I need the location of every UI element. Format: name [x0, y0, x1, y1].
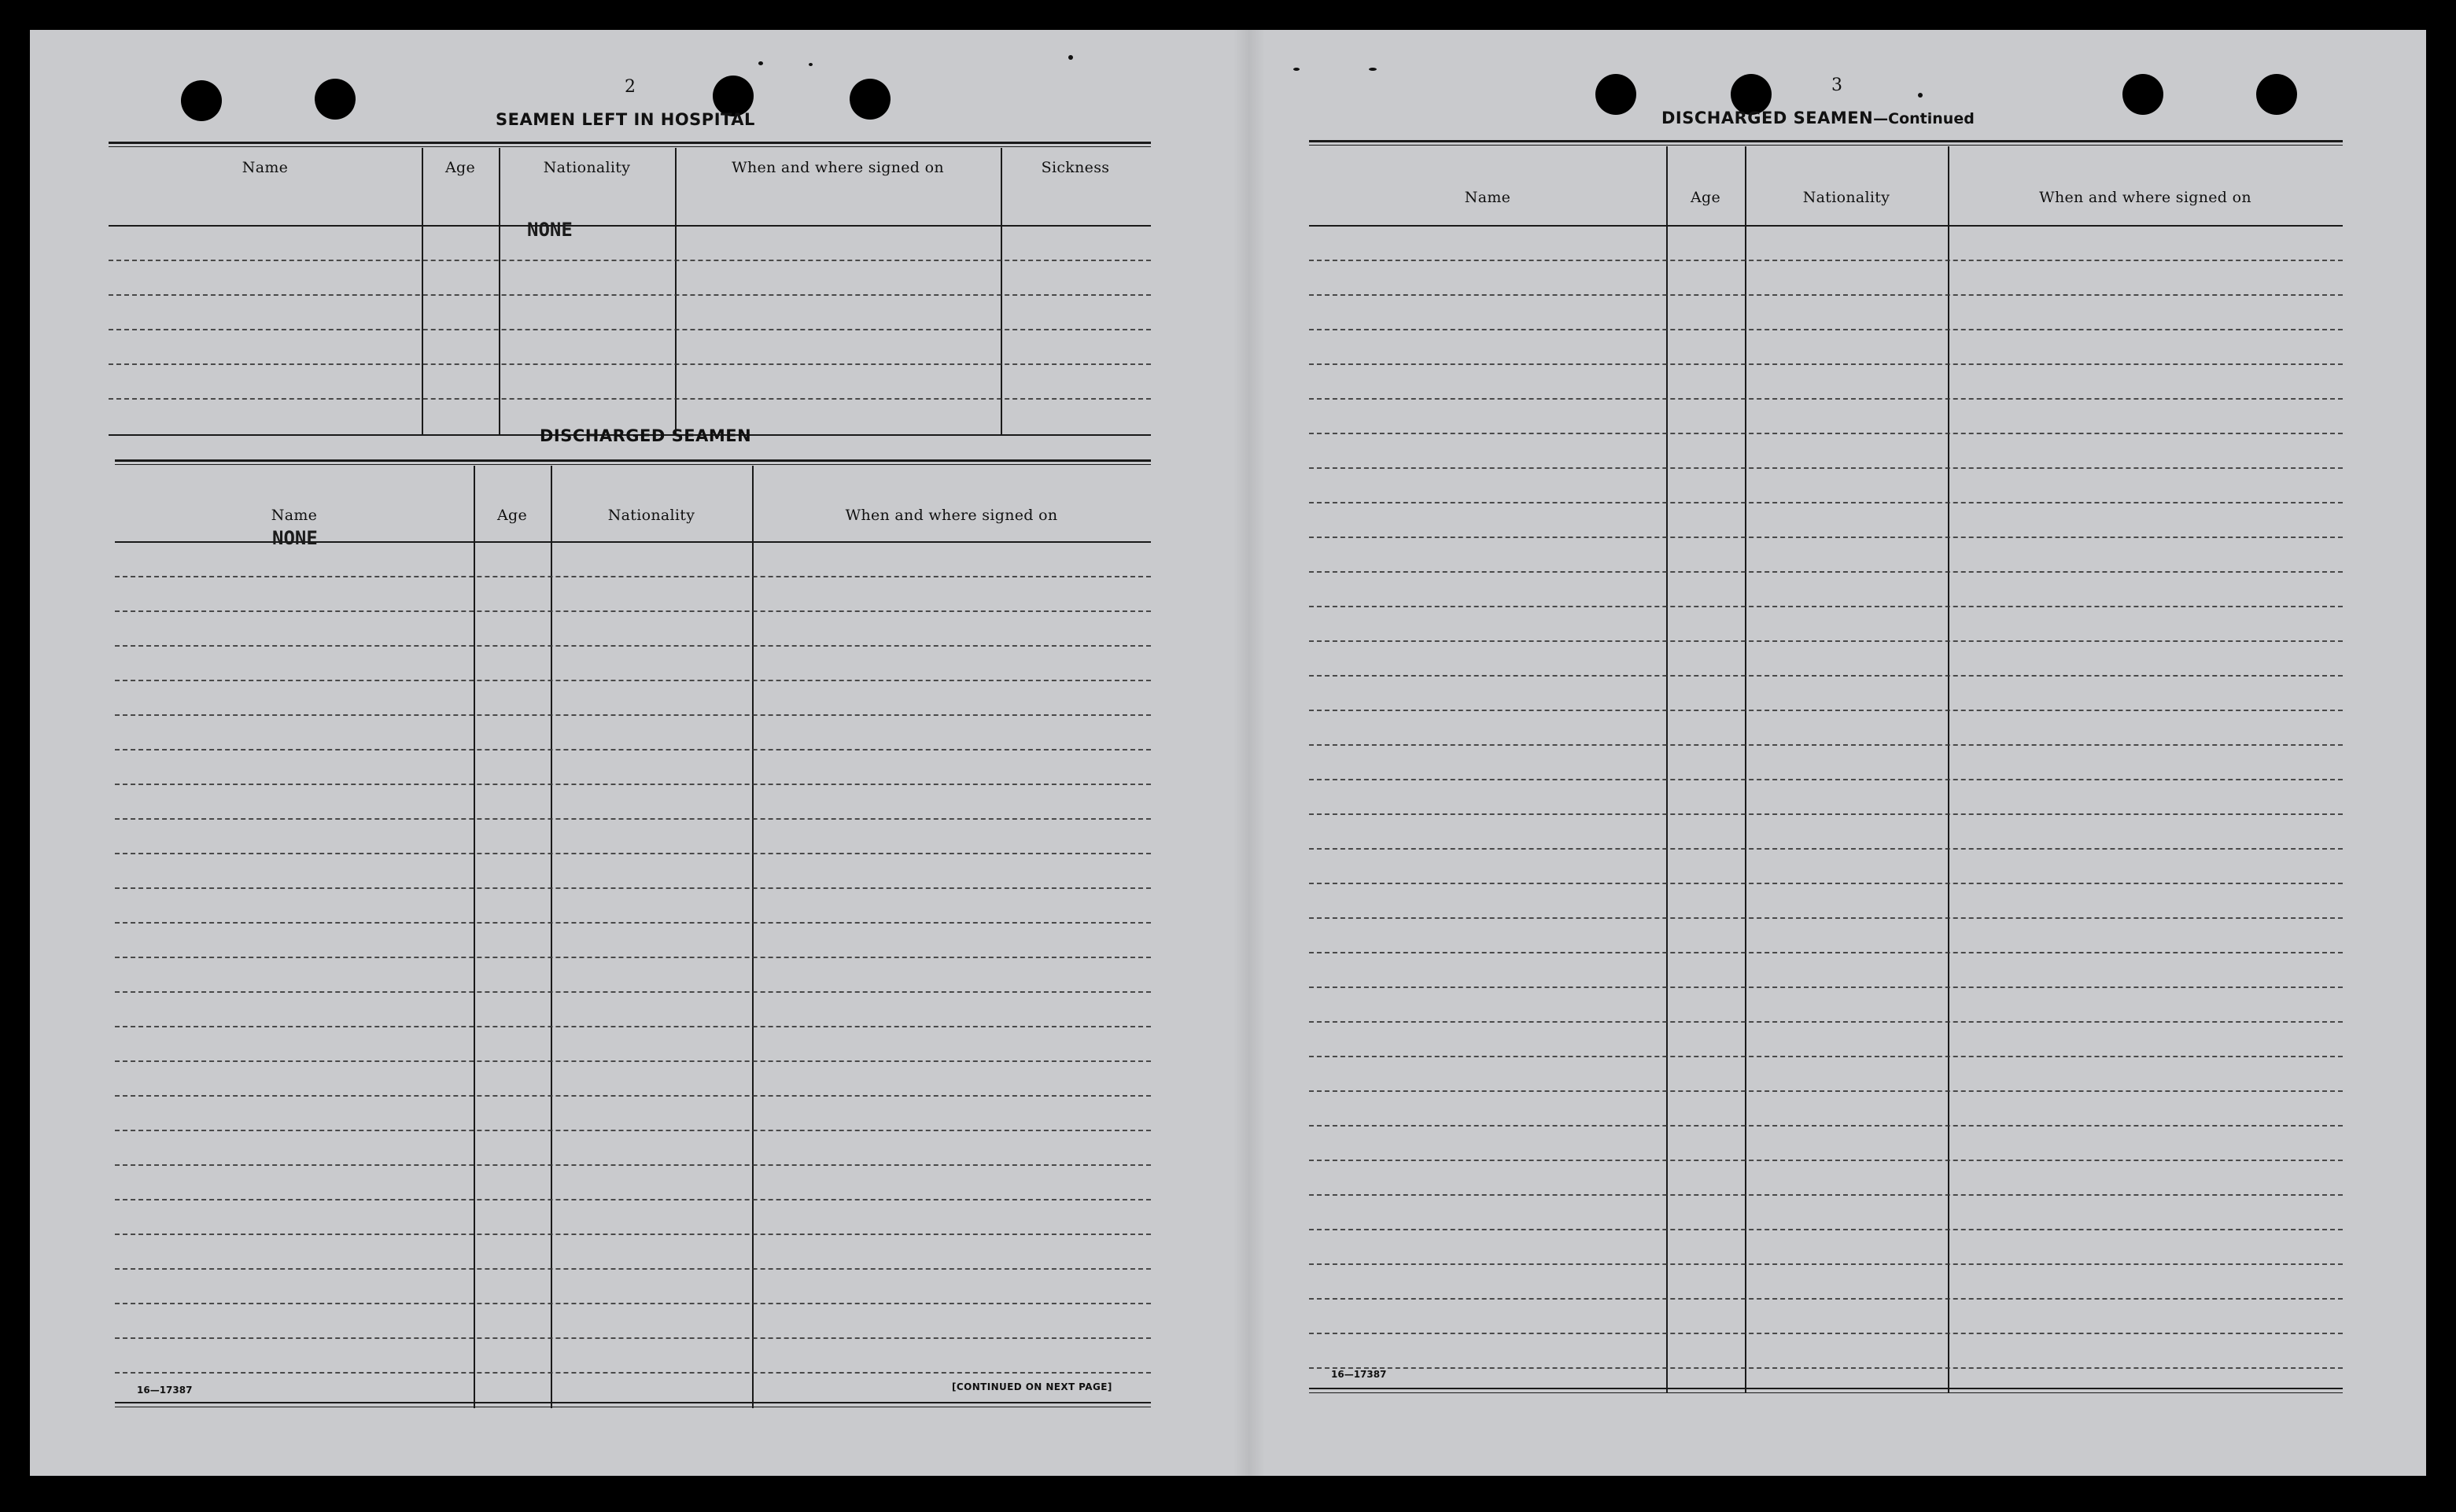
punch-hole: [315, 79, 356, 120]
table-row: [1309, 1229, 2343, 1230]
page-number-left: 2: [625, 77, 636, 97]
table-row: [115, 1026, 1151, 1027]
table-row: [115, 1199, 1151, 1200]
table-row: [1309, 1056, 2343, 1057]
table-row: [1309, 779, 2343, 780]
ink-speck: [758, 61, 763, 65]
punch-hole: [2256, 74, 2297, 115]
table-row: [109, 294, 1151, 296]
column-header-nationality: Nationality: [543, 159, 631, 176]
table-top-rule: [109, 142, 1151, 144]
table-row: [115, 1095, 1151, 1097]
form-number-left: 16—17387: [137, 1385, 193, 1396]
table-row: [1309, 467, 2343, 469]
table-row: [115, 853, 1151, 854]
table-row: [1309, 1194, 2343, 1196]
table-row: [115, 957, 1151, 958]
table-row: [1309, 571, 2343, 573]
column-header-age: Age: [444, 159, 476, 176]
table-row: [115, 1268, 1151, 1270]
table-row: [1309, 710, 2343, 711]
table-row: [115, 1164, 1151, 1166]
table-row: [1309, 294, 2343, 296]
table-row: [115, 1130, 1151, 1131]
table-row: [115, 887, 1151, 889]
column-header-name: Name: [271, 507, 318, 524]
punch-hole: [2122, 74, 2163, 115]
hospital-table: [109, 142, 1151, 436]
table-row: [109, 398, 1151, 400]
ink-speck: [1068, 55, 1073, 60]
table-top-rule: [1309, 145, 2343, 146]
discharged-continued-title-text: DISCHARGED SEAMEN: [1661, 109, 1874, 127]
discharged-section-title: DISCHARGED SEAMEN: [540, 426, 752, 445]
table-row: [1309, 813, 2343, 815]
table-row: [1309, 675, 2343, 677]
table-row: [115, 1337, 1151, 1339]
document-sheet: [30, 30, 2426, 1476]
table-top-rule: [109, 146, 1151, 147]
ink-speck: [1293, 68, 1300, 71]
header-underline: [115, 541, 1151, 543]
hospital-section-title: SEAMEN LEFT IN HOSPITAL: [496, 110, 755, 129]
table-row: [115, 610, 1151, 612]
discharged-table-right: [1309, 140, 2343, 1394]
table-row: [1309, 502, 2343, 503]
column-divider: [474, 466, 475, 1408]
form-number-right: 16—17387: [1331, 1369, 1387, 1380]
discharged-continued-title: [1661, 109, 1975, 127]
continued-suffix: —Continued: [1873, 110, 1975, 127]
column-divider: [551, 466, 552, 1408]
ink-speck: [809, 63, 813, 66]
table-row: [115, 680, 1151, 681]
table-row: [1309, 329, 2343, 330]
table-row: [1309, 606, 2343, 607]
column-header-signed-on: When and where signed on: [2039, 189, 2251, 206]
column-divider: [1001, 148, 1002, 436]
table-row: [115, 922, 1151, 924]
table-row: [1309, 1367, 2343, 1369]
table-row: [115, 991, 1151, 993]
table-row: [115, 818, 1151, 820]
column-header-signed-on: When and where signed on: [845, 507, 1058, 524]
table-row: [1309, 986, 2343, 988]
ink-speck: [1369, 68, 1377, 71]
table-row: [1309, 1160, 2343, 1161]
table-row: [109, 363, 1151, 365]
column-divider: [499, 148, 500, 436]
table-row: [109, 329, 1151, 330]
discharged-table-left: [115, 459, 1151, 1408]
table-row: [1309, 917, 2343, 919]
column-header-signed-on: When and where signed on: [732, 159, 944, 176]
table-row: [1309, 433, 2343, 434]
table-row: [1309, 1021, 2343, 1023]
column-header-name: Name: [242, 159, 289, 176]
table-row: [1309, 883, 2343, 884]
header-underline: [1309, 225, 2343, 227]
table-row: [1309, 848, 2343, 850]
table-row: [1309, 952, 2343, 953]
table-row: [115, 714, 1151, 716]
page-number-right: 3: [1831, 76, 1842, 95]
table-row: [115, 784, 1151, 785]
column-header-nationality: Nationality: [607, 507, 695, 524]
table-row: [1309, 537, 2343, 538]
header-underline: [109, 225, 1151, 227]
table-bottom-rule: [1309, 1392, 2343, 1393]
discharged-entry-stamp: NONE: [272, 527, 318, 549]
table-row: [1309, 363, 2343, 365]
column-header-age: Age: [496, 507, 528, 524]
table-row: [1309, 1333, 2343, 1334]
table-row: [115, 645, 1151, 647]
hospital-entry-stamp: NONE: [527, 219, 573, 241]
column-divider: [1948, 146, 1949, 1392]
punch-hole: [181, 80, 222, 121]
table-row: [115, 1303, 1151, 1304]
table-row: [115, 576, 1151, 577]
table-row: [1309, 260, 2343, 261]
table-top-rule: [115, 459, 1151, 462]
table-row: [115, 1060, 1151, 1062]
column-header-sickness: Sickness: [1041, 159, 1110, 176]
table-row: [1309, 398, 2343, 400]
table-row: [109, 260, 1151, 261]
table-row: [115, 1234, 1151, 1235]
column-divider: [752, 466, 754, 1408]
table-row: [1309, 640, 2343, 642]
table-bottom-rule: [1309, 1388, 2343, 1389]
table-row: [115, 749, 1151, 750]
column-divider: [422, 148, 423, 436]
table-top-rule: [115, 464, 1151, 465]
column-header-name: Name: [1464, 189, 1511, 206]
punch-hole: [850, 79, 891, 120]
table-row: [1309, 744, 2343, 746]
column-divider: [1666, 146, 1668, 1392]
table-bottom-rule: [115, 1402, 1151, 1403]
punch-hole: [1595, 74, 1636, 115]
ink-speck: [1918, 93, 1923, 98]
table-top-rule: [1309, 140, 2343, 142]
table-row: [115, 1372, 1151, 1374]
continued-note: [CONTINUED ON NEXT PAGE]: [952, 1381, 1112, 1392]
table-row: [1309, 1090, 2343, 1092]
column-divider: [1745, 146, 1746, 1392]
column-header-age: Age: [1690, 189, 1721, 206]
table-row: [1309, 1263, 2343, 1265]
column-divider: [675, 148, 677, 436]
column-header-nationality: Nationality: [1802, 189, 1890, 206]
table-row: [1309, 1125, 2343, 1127]
table-row: [1309, 1298, 2343, 1300]
